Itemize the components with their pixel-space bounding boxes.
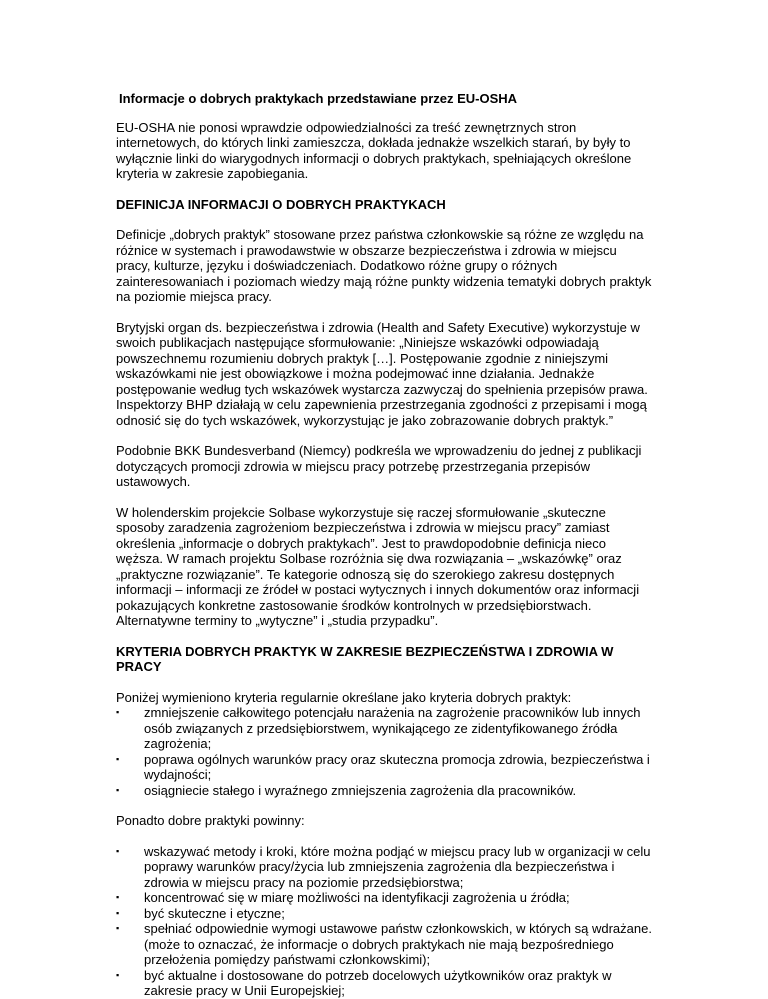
- bullet-icon: ▪: [116, 907, 120, 918]
- list-item: ▪ spełniać odpowiednie wymogi ustawowe państw członkowskich, w których są wdrażane. (może to oznaczać, że informacje o dobrych praktykach nie mają bezpośredniego przełożenia pomiędzy państwami członkowskimi);: [116, 921, 652, 967]
- definition-paragraph-1: Definicje „dobrych praktyk” stosowane przez państwa członkowskie są różne ze względu na różnice w systemach i prawodawstwie w obszarze bezpieczeństwa i zdrowia w miejscu pracy, kulturze, języku i doświadczeniach. Dodatkowo różne grupy o różnych zainteresowaniach i poziomach wiedzy mają różne punkty widzenia tematyki dobrych praktyk na poziomie miejsca pracy.: [116, 227, 652, 304]
- bullet-icon: ▪: [116, 845, 120, 856]
- definition-paragraph-4: W holenderskim projekcie Solbase wykorzystuje się raczej sformułowanie „skuteczne sposoby zaradzenia zagrożeniom bezpieczeństwa i zdrowia w miejscu pracy” zamiast określenia „informacje o dobrych praktykach”. Jest to prawdopodobnie definicja nieco węższa. W ramach projektu Solbase rozróżnia się dwa rozwiązania – „wskazówkę” oraz „praktyczne rozwiązanie”. Te kategorie odnoszą się do szerokiego zakresu dostępnych informacji – informacji ze źródeł w postaci wytycznych i innych dokumentów oraz informacji pokazujących konkretne zastosowanie środków kontrolnych w przedsiębiorstwach. Alternatywne terminy to „wytyczne” i „studia przypadku”.: [116, 504, 640, 628]
- good-practice-list: [116, 844, 652, 999]
- list-item: ▪ wskazywać metody i kroki, które można podjąć w miejscu pracy lub w organizacji w celu poprawy warunków pracy/życia lub zmniejszenia zagrożenia dla bezpieczeństwa i zdrowia w miejscu pracy na poziomie przedsiębiorstwa;: [116, 843, 651, 890]
- good-practice-list-intro: Ponadto dobre praktyki powinny:: [116, 813, 305, 828]
- criteria-list: [116, 705, 652, 798]
- bullet-icon: ▪: [116, 707, 120, 717]
- list-item: ▪ być aktualne i dostosowane do potrzeb docelowych użytkowników oraz praktyk w zakresie pracy w Unii Europejskiej;: [116, 967, 612, 998]
- list-item: ▪ zmniejszenie całkowitego potencjału narażenia na zagrożenie pracowników lub innych osób związanych z przedsiębiorstwem, wynikającego ze zidentyfikowanego źródła zagrożenia;: [116, 705, 641, 751]
- intro-paragraph: EU-OSHA nie ponosi wprawdzie odpowiedzialności za treść zewnętrznych stron internetowych, do których linki zamieszcza, dokłada jednakże wszelkich starań, by były to wyłącznie linki do wiarygodnych informacji o dobrych praktykach, spełniających określone kryteria w zakresie zapobiegania.: [116, 119, 632, 181]
- criteria-list-intro: Poniżej wymieniono kryteria regularnie określane jako kryteria dobrych praktyk:: [116, 689, 572, 705]
- bullet-icon: ▪: [116, 923, 120, 933]
- page-title: Informacje o dobrych praktykach przedstawiane przez EU-OSHA: [119, 91, 518, 106]
- list-item: ▪ osiągniecie stałego i wyraźnego zmniejszenia zagrożenia dla pracowników.: [116, 782, 577, 798]
- list-item: ▪ być skuteczne i etyczne;: [116, 905, 285, 921]
- definition-paragraph-3: Podobnie BKK Bundesverband (Niemcy) podkreśla we wprowadzeniu do jednej z publikacji dotyczących promocji zdrowia w miejscu pracy potrzebę przestrzegania przepisów ustawowych.: [116, 443, 642, 489]
- bullet-icon: ▪: [116, 784, 120, 795]
- bullet-icon: ▪: [116, 969, 120, 980]
- list-item: ▪ koncentrować się w miarę możliwości na identyfikacji zagrożenia u źródła;: [116, 890, 570, 905]
- definition-paragraph-2: Brytyjski organ ds. bezpieczeństwa i zdrowia (Health and Safety Executive) wykorzystuje w swoich publikacjach następujące sformułowanie: „Niniejsze wskazówki odpowiadają powszechnemu rozumieniu dobrych praktyk […]. Postępowanie zgodnie z niniejszymi wskazówkami nie jest obowiązkowe i można podejmować inne działania. Jednakże postępowanie według tych wskazówek wystarcza zazwyczaj do spełnienia przepisów prawa. Inspektorzy BHP działają w celu zapewnienia przestrzegania zgodności z przepisami i mogą odnosić się do tych wskazówek, wykorzystując je jako zobrazowanie dobrych praktyk.”: [116, 319, 648, 428]
- section-heading-criteria: KRYTERIA DOBRYCH PRAKTYK W ZAKRESIE BEZPIECZEŃSTWA I ZDROWIA W PRACY: [116, 643, 614, 674]
- bullet-icon: ▪: [116, 892, 120, 902]
- list-item: ▪ poprawa ogólnych warunków pracy oraz skuteczna promocja zdrowia, bezpieczeństwa i wydajności;: [116, 751, 650, 782]
- bullet-icon: ▪: [116, 753, 120, 764]
- section-heading-definition: DEFINICJA INFORMACJI O DOBRYCH PRAKTYKACH: [116, 196, 446, 212]
